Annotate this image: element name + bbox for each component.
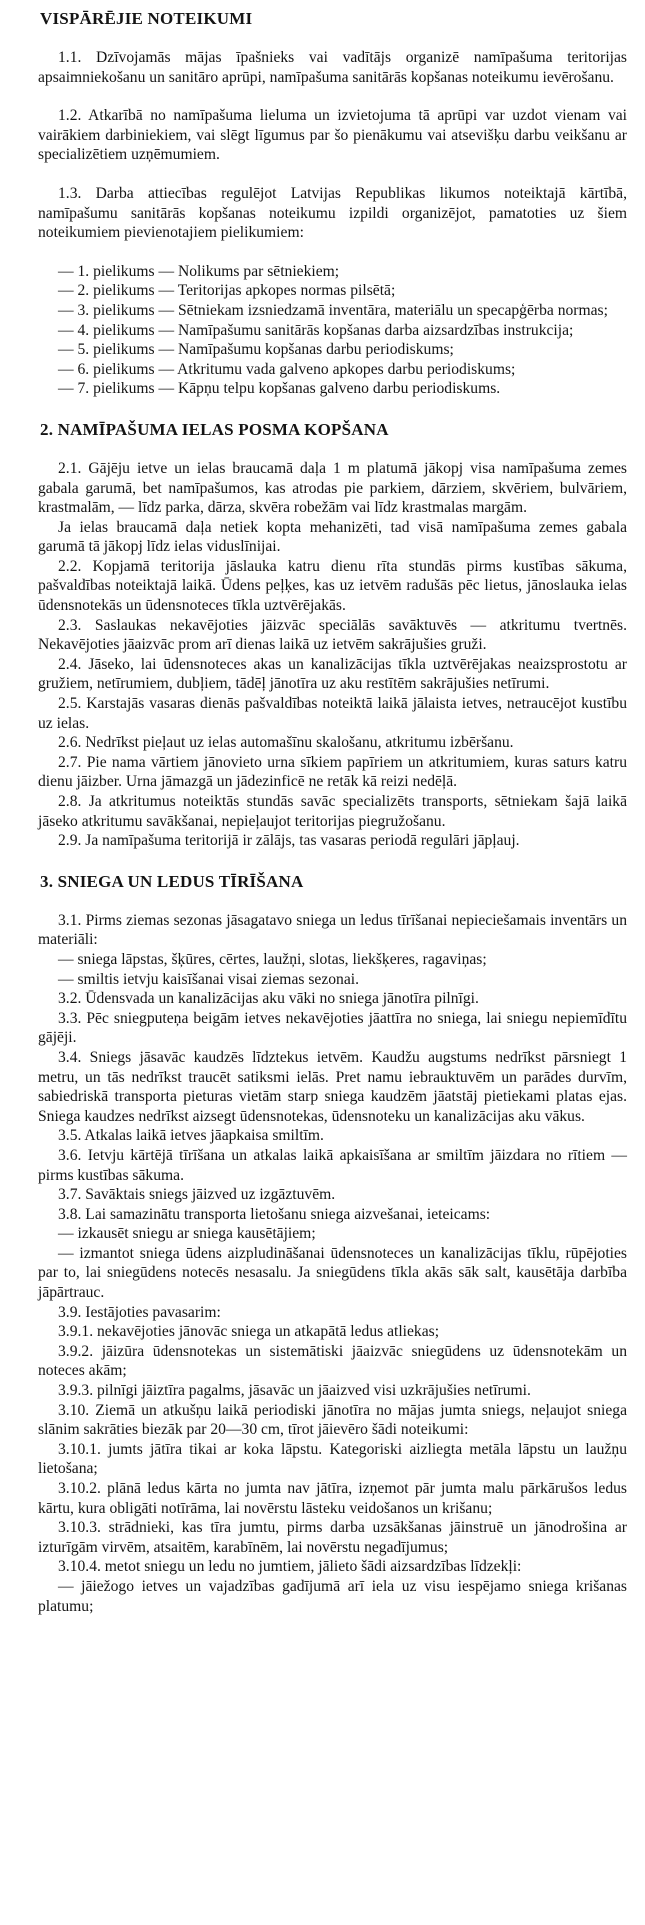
paragraph-2-2: 2.2. Kopjamā teritorija jāslauka katru dienu rīta stundās pirms kustības sākuma, pašvaldības noteiktajā laikā. Ūdens peļķes, kas uz ietvēm radušās pēc lietus, jānoslauka ielas ūdensnotekās un ūdensnoteces tīkla uztvērējakās. — [38, 557, 627, 615]
paragraph-2-1-cont: Ja ielas braucamā daļa netiek kopta mehanizēti, tad visā namīpašuma zemes gabala garumā tā jākopj līdz ielas viduslīnijai. — [38, 518, 627, 556]
paragraph-3-2: 3.2. Ūdensvada un kanalizācijas aku vāki no sniega jānotīra pilnīgi. — [58, 990, 479, 1008]
paragraph-1-3: 1.3. Darba attiecības regulējot Latvijas Republikas likumos noteiktajā kārtībā, namīpašumu sanitārās kopšanas noteikumu izpildi organizējot, pamatoties uz šiem noteikumiem pievienotajiem pielikumiem: — [38, 184, 627, 242]
paragraph-3-1-item: — sniega lāpstas, šķūres, cērtes, laužņi, slotas, liekšķeres, ragaviņas; — [58, 950, 487, 968]
paragraph-3-5: 3.5. Atkalas laikā ietves jāapkaisa smiltīm. — [58, 1127, 324, 1145]
paragraph-2-4: 2.4. Jāseko, lai ūdensnoteces akas un kanalizācijas tīkla uztvērējakas neaizsprostotu ar gružiem, netīrumiem, dubļiem, tādēļ jānotīra uz aku restītēm sakrājušies netīrumi. — [38, 655, 627, 693]
paragraph-3-6: 3.6. Ietvju kārtējā tīrīšana un atkalas laikā apkaisīšana ar smiltīm jāizdara no rītiem — pirms kustības sākuma. — [38, 1146, 627, 1184]
paragraph-3-10: 3.10. Ziemā un atkušņu laikā periodiski jānotīra no mājas jumta sniegs, neļaujot sniega slānim sakrāties biezāk par 20—30 cm, tīrot jāievēro šādi noteikumi: — [38, 1401, 627, 1439]
paragraph-3-8-item: — izkausēt sniegu ar sniega kausētājiem; — [58, 1225, 316, 1243]
paragraph-3-10-3: 3.10.3. strādnieki, kas tīra jumtu, pirms darba uzsākšanas jāinstruē un jānodrošina ar izturīgām virvēm, atsaitēm, karabīnēm, lai novērstu negadījumus; — [38, 1519, 627, 1556]
paragraph-3-9: 3.9. Iestājoties pavasarim: — [58, 1303, 221, 1321]
paragraph-3-9-3: 3.9.3. pilnīgi jāiztīra pagalms, jāsavāc un jāaizved visi uzkrājušies netīrumi. — [58, 1382, 531, 1400]
paragraph-3-10-1: 3.10.1. jumts jātīra tikai ar koka lāpstu. Kategoriski aizliegta metāla lāpstu un laužņu lietošana; — [38, 1440, 627, 1478]
attachment-item: — 5. pielikums — Namīpašumu kopšanas darbu periodiskums; — [58, 341, 454, 359]
paragraph-3-1-item: — smiltis ietvju kaisīšanai visai ziemas sezonai. — [58, 970, 359, 988]
paragraph-1-1: 1.1. Dzīvojamās mājas īpašnieks vai vadītājs organizē namīpašuma teritorijas apsaimniekošanu un sanitāro aprūpi, namīpašuma sanitārās kopšanas noteikumu ievērošanu. — [38, 49, 627, 86]
attachment-item: — 7. pielikums — Kāpņu telpu kopšanas galveno darbu periodiskums. — [58, 380, 501, 398]
attachments-list — [38, 262, 627, 399]
paragraph-3-8-item: — izmantot sniega ūdens aizpludināšanai ūdensnoteces un kanalizācijas tīklu, rūpējoties par to, lai sniegūdens notecēs nesasalu. Ja sniegūdens tīkla akās sāk salt, kausētāja darbība jāpārtrauc. — [38, 1244, 627, 1302]
paragraph-2-6: 2.6. Nedrīkst pieļaut uz ielas automašīnu skalošanu, atkritumu izbēršanu. — [58, 734, 514, 752]
attachment-item: — 1. pielikums — Nolikums par sētniekiem; — [58, 262, 340, 280]
paragraph-3-4: 3.4. Sniegs jāsavāc kaudzēs līdztekus ietvēm. Kaudžu augstums nedrīkst pārsniegt 1 metru, un tās nedrīkst traucēt satiksmi ielās. Pret namu iebrauktuvēm un parādes durvīm, sabiedriskā transporta pieturas vietām starp sniega kaudzēm jāatstāj pietiekami platas ejas. Sniega kaudzes nedrīkst aizsegt ūdensnotekas, ūdensnoteku un kanalizācijas aku vākus. — [38, 1048, 627, 1125]
paragraph-2-5: 2.5. Karstajās vasaras dienās pašvaldības noteiktā laikā jālaista ietves, netraucējot kustību uz ielas. — [38, 695, 627, 732]
paragraph-3-8: 3.8. Lai samazinātu transporta lietošanu sniega aizvešanai, ieteicams: — [58, 1205, 491, 1223]
paragraph-1-2: 1.2. Atkarībā no namīpašuma lieluma un izvietojuma tā aprūpi var uzdot vienam vai vairākiem darbiniekiem, vai slēgt līgumus par šo pienākumu vai atsevišķu darbu veikšanu ar specializētiem uzņēmumiem. — [38, 107, 627, 164]
paragraph-3-7: 3.7. Savāktais sniegs jāizved uz izgāztuvēm. — [58, 1186, 336, 1204]
paragraph-3-3: 3.3. Pēc sniegputeņa beigām ietves nekavējoties jāattīra no sniega, lai sniegu nepiemīdītu gājēji. — [38, 1009, 627, 1047]
paragraph-2-3: 2.3. Saslaukas nekavējoties jāizvāc speciālās savāktuvēs — atkritumu tvertnēs. Nekavējoties jāaizvāc prom arī dienas laikā uz ietvēm sakrājušies gruži. — [38, 616, 627, 654]
section-1-title: VISPĀRĒJIE NOTEIKUMI — [40, 9, 253, 28]
section-3-title: 3. SNIEGA UN LEDUS TĪRĪŠANA — [40, 871, 304, 891]
paragraph-3-9-2: 3.9.2. jāizūra ūdensnotekas un sistemātiski jāaizvāc sniegūdens uz ūdensnotekām un noteces akām; — [38, 1342, 627, 1380]
paragraph-3-10-4-item: — jāiežogo ietves un vajadzības gadījumā arī iela uz visu iespējamo sniega krišanas platumu; — [38, 1577, 627, 1615]
paragraph-2-1: 2.1. Gājēju ietve un ielas braucamā daļa 1 m platumā jākopj visa namīpašuma zemes gabala garumā, bet namīpašumos, kas atrodas pie parkiem, dārziem, skvēriem, bulvāriem, krastmalām, — līdz parka, dārza, skvēra robežām vai līdz krastmalas margām. — [38, 459, 627, 517]
attachment-item: — 2. pielikums — Teritorijas apkopes normas pilsētā; — [58, 282, 396, 300]
paragraph-2-8: 2.8. Ja atkritumus noteiktās stundās savāc specializēts transports, sētniekam šajā laikā jāseko atkritumu savākšanai, nepieļaujot teritorijas piegružošanu. — [38, 793, 627, 830]
attachment-item: — 4. pielikums — Namīpašumu sanitārās kopšanas darba aizsardzības instrukcija; — [58, 321, 574, 339]
attachment-item: — 6. pielikums — Atkritumu vada galveno apkopes darbu periodiskums; — [58, 360, 516, 378]
paragraph-3-10-2: 3.10.2. plānā ledus kārta no jumta nav jātīra, izņemot pār jumta malu pārkārušos ledus kārtu, kura obligāti notīrāma, lai novērstu lāsteku veidošanos un krišanu; — [38, 1480, 627, 1517]
paragraph-3-9-1: 3.9.1. nekavējoties jānovāc sniega un atkapātā ledus atliekas; — [58, 1323, 440, 1341]
paragraph-2-9: 2.9. Ja namīpašuma teritorijā ir zālājs, tas vasaras periodā regulāri jāpļauj. — [58, 832, 520, 850]
paragraph-2-7: 2.7. Pie nama vārtiem jānovieto urna sīkiem papīriem un atkritumiem, kuras saturs katru dienu jāizber. Urna jāmazgā un jādezinficē ne retāk kā reizi nedēļā. — [38, 753, 627, 791]
section-2-title: 2. NAMĪPAŠUMA IELAS POSMA KOPŠANA — [40, 419, 389, 439]
paragraph-3-10-4: 3.10.4. metot sniegu un ledu no jumtiem, jālieto šādi aizsardzības līdzekļi: — [58, 1558, 522, 1576]
attachment-item: — 3. pielikums — Sētniekam izsniedzamā inventāra, materiālu un specapģērba normas; — [58, 301, 608, 319]
paragraph-3-1: 3.1. Pirms ziemas sezonas jāsagatavo sniega un ledus tīrīšanai nepieciešamais inventārs un materiāli: — [38, 911, 627, 949]
